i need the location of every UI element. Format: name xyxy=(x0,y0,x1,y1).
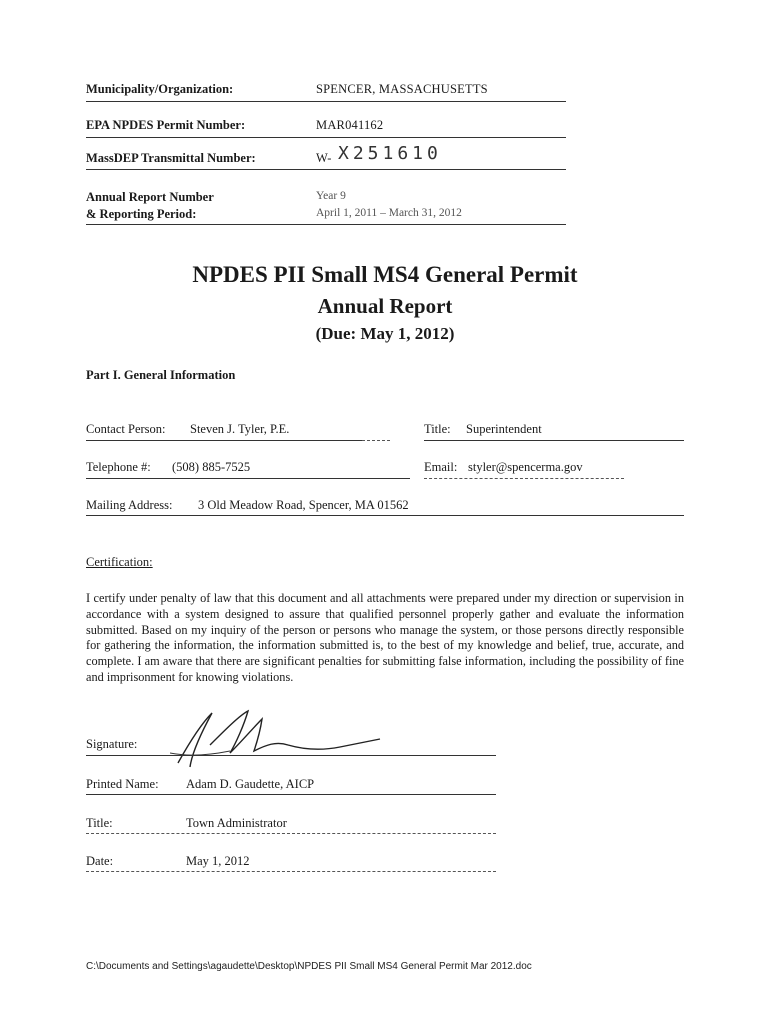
footer-file-path: C:\Documents and Settings\agaudette\Desktop\NPDES PII Small MS4 General Permit Mar 2012.doc xyxy=(86,961,532,972)
header-rule-2 xyxy=(86,137,566,138)
massdep-label: MassDEP Transmittal Number: xyxy=(86,151,256,165)
date-label: Date: xyxy=(86,854,114,868)
contact-title-label: Title: xyxy=(424,422,451,436)
annual-report-label-1: Annual Report Number xyxy=(86,190,214,204)
annual-report-period: April 1, 2011 – March 31, 2012 xyxy=(316,207,462,219)
contact-rule-a xyxy=(86,440,362,441)
massdep-prefix: W- xyxy=(316,151,332,165)
municipality-value: SPENCER, MASSACHUSETTS xyxy=(316,82,488,96)
certification-heading: Certification: xyxy=(86,555,153,569)
epa-permit-value: MAR041162 xyxy=(316,118,384,132)
report-title-line2: Annual Report xyxy=(317,294,453,318)
signer-title-value: Town Administrator xyxy=(186,816,287,830)
mailing-address-label: Mailing Address: xyxy=(86,498,173,512)
part1-heading: Part I. General Information xyxy=(86,368,236,382)
signature-rule xyxy=(86,755,496,756)
header-rule-1 xyxy=(86,101,566,102)
email-value: styler@spencerma.gov xyxy=(468,460,583,474)
contact-title-value: Superintendent xyxy=(466,422,542,436)
mailing-rule xyxy=(86,515,684,516)
header-rule-4 xyxy=(86,224,566,225)
date-rule xyxy=(86,871,496,872)
telephone-label: Telephone #: xyxy=(86,460,151,474)
header-rule-3 xyxy=(86,169,566,170)
contact-rule-b xyxy=(362,440,390,441)
municipality-label: Municipality/Organization: xyxy=(86,82,234,96)
annual-report-year: Year 9 xyxy=(316,190,346,202)
massdep-handwritten-number: X251610 xyxy=(338,143,442,164)
report-due-date: (Due: May 1, 2012) xyxy=(315,324,455,343)
printed-name-rule xyxy=(86,794,496,795)
date-value: May 1, 2012 xyxy=(186,854,250,868)
signer-title-label: Title: xyxy=(86,816,113,830)
annual-report-label-2: & Reporting Period: xyxy=(86,207,197,221)
report-title-line1: NPDES PII Small MS4 General Permit xyxy=(192,262,578,287)
signature-label: Signature: xyxy=(86,737,138,751)
epa-permit-label: EPA NPDES Permit Number: xyxy=(86,118,246,132)
certification-paragraph: I certify under penalty of law that this document and all attachments were prepared under my direction or supervision in accordance with a system designed to assure that qualified personnel properly gather and evaluate the information submitted. Based on my inquiry of the person or persons who manage the system, or those persons directly responsible for gathering the information, the information submitted is, to the best of my knowledge and belief, true, accurate, and complete. I am aware that there are significant penalties for submitting false information, including the possibility of fine and imprisonment for knowing violations. xyxy=(86,591,684,684)
signer-title-rule xyxy=(86,833,496,834)
contact-person-label: Contact Person: xyxy=(86,422,166,436)
printed-name-value: Adam D. Gaudette, AICP xyxy=(186,777,315,791)
email-rule xyxy=(424,478,624,479)
telephone-rule xyxy=(86,478,410,479)
mailing-address-value: 3 Old Meadow Road, Spencer, MA 01562 xyxy=(198,498,409,512)
contact-person-value: Steven J. Tyler, P.E. xyxy=(190,422,290,436)
contact-rule-c xyxy=(424,440,684,441)
printed-name-label: Printed Name: xyxy=(86,777,159,791)
telephone-value: (508) 885-7525 xyxy=(172,460,251,474)
email-label: Email: xyxy=(424,460,458,474)
signature-scribble xyxy=(170,705,390,775)
